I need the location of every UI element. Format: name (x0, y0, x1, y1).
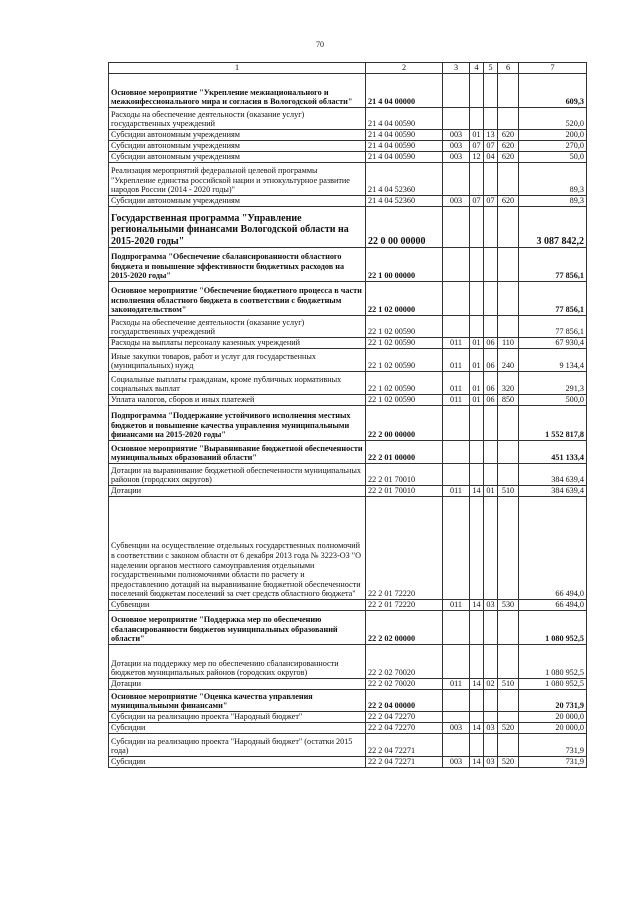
section-code (470, 282, 484, 316)
table-row (109, 441, 587, 464)
item-name: Субсидии автономным учреждениям (109, 130, 366, 141)
section-code: 01 (470, 338, 484, 349)
item-name: Иные закупки товаров, работ и услуг для государственных (муниципальных) нужд (109, 349, 366, 372)
subsection-code (484, 108, 498, 130)
table-row (109, 600, 587, 611)
subsection-code (484, 316, 498, 338)
item-name: Субсидии автономным учреждениям (109, 141, 366, 152)
ministry-code (443, 163, 470, 196)
subsection-code: 07 (484, 196, 498, 207)
header-col-3: 3 (443, 63, 470, 74)
subsection-code (484, 690, 498, 712)
item-name: Основное мероприятие "Обеспечение бюджетного процесса в части исполнения областного бюджета в соответствии с бюджетным законодательством" (109, 282, 366, 316)
expense-type-code: 620 (498, 130, 519, 141)
amount: 384 639,4 (519, 486, 587, 497)
subsection-code (484, 734, 498, 757)
item-name: Субвенции на осуществление отдельных государственных полномочий в соответствии с законом области от 6 декабря 2013 года № 3223-ОЗ "О наделении органов местного самоуправления отдельными государственными полномочиями области по расчету и предоставлению дотаций на выравнивание бюджетной обеспеченности поселений бюджетам поселений за счет средств областного бюджета" (109, 497, 366, 600)
section-code (470, 645, 484, 679)
subsection-code: 03 (484, 600, 498, 611)
amount: 520,0 (519, 108, 587, 130)
ministry-code: 011 (443, 679, 470, 690)
ministry-code (443, 464, 470, 486)
table-row (109, 712, 587, 723)
target-code: 21 4 04 00590 (366, 152, 443, 163)
section-code: 14 (470, 679, 484, 690)
section-code: 01 (470, 395, 484, 406)
amount: 50,0 (519, 152, 587, 163)
amount: 67 930,4 (519, 338, 587, 349)
subsection-code: 03 (484, 757, 498, 768)
table-row (109, 723, 587, 734)
item-name: Основное мероприятие "Поддержка мер по обеспечению сбалансированности бюджетов муниципальных образований области" (109, 611, 366, 645)
item-name: Субсидии на реализацию проекта "Народный бюджет" (109, 712, 366, 723)
subsection-code (484, 497, 498, 600)
subsection-code: 02 (484, 679, 498, 690)
item-name: Дотации на поддержку мер по обеспечению сбалансированности бюджетов муниципальных районов (городских округов) (109, 645, 366, 679)
item-name: Основное мероприятие "Оценка качества управления муниципальными финансами" (109, 690, 366, 712)
subsection-code (484, 248, 498, 282)
amount: 66 494,0 (519, 600, 587, 611)
item-name: Уплата налогов, сборов и иных платежей (109, 395, 366, 406)
ministry-code (443, 406, 470, 441)
section-code: 14 (470, 486, 484, 497)
header-col-5: 5 (484, 63, 498, 74)
item-name: Дотации на выравнивание бюджетной обеспеченности муниципальных районов (городских округов) (109, 464, 366, 486)
expense-type-code: 530 (498, 600, 519, 611)
table-row (109, 757, 587, 768)
subsection-code (484, 441, 498, 464)
subsection-code: 06 (484, 372, 498, 395)
expense-type-code (498, 207, 519, 248)
expense-type-code: 520 (498, 757, 519, 768)
target-code: 22 1 02 00000 (366, 282, 443, 316)
table-row (109, 338, 587, 349)
page-number: 70 (316, 40, 324, 49)
amount: 1 552 817,8 (519, 406, 587, 441)
table-row (109, 690, 587, 712)
amount: 20 731,9 (519, 690, 587, 712)
table-row (109, 645, 587, 679)
section-code (470, 611, 484, 645)
expense-type-code: 620 (498, 196, 519, 207)
section-code (470, 74, 484, 108)
ministry-code (443, 497, 470, 600)
item-name: Основное мероприятие "Выравнивание бюджетной обеспеченности муниципальных образований области" (109, 441, 366, 464)
ministry-code: 011 (443, 338, 470, 349)
ministry-code: 011 (443, 600, 470, 611)
expense-type-code: 510 (498, 486, 519, 497)
target-code: 22 2 04 72271 (366, 757, 443, 768)
table-row (109, 679, 587, 690)
target-code: 22 1 02 00590 (366, 316, 443, 338)
table-row (109, 248, 587, 282)
amount: 731,9 (519, 734, 587, 757)
amount: 20 000,0 (519, 723, 587, 734)
item-name: Расходы на выплаты персоналу казенных учреждений (109, 338, 366, 349)
section-code: 14 (470, 757, 484, 768)
target-code: 22 1 02 00590 (366, 338, 443, 349)
subsection-code: 04 (484, 152, 498, 163)
target-code: 22 2 01 72220 (366, 497, 443, 600)
table-row (109, 108, 587, 130)
table-row (109, 406, 587, 441)
ministry-code: 011 (443, 395, 470, 406)
section-code (470, 248, 484, 282)
expense-type-code (498, 645, 519, 679)
table-row (109, 316, 587, 338)
subsection-code (484, 406, 498, 441)
table-row (109, 196, 587, 207)
amount: 77 856,1 (519, 282, 587, 316)
expense-type-code (498, 611, 519, 645)
subsection-code (484, 74, 498, 108)
header-col-6: 6 (498, 63, 519, 74)
table-row (109, 734, 587, 757)
item-name: Дотации (109, 679, 366, 690)
amount: 270,0 (519, 141, 587, 152)
expense-type-code (498, 282, 519, 316)
table-row (109, 349, 587, 372)
ministry-code: 003 (443, 757, 470, 768)
section-code: 07 (470, 196, 484, 207)
expense-type-code: 240 (498, 349, 519, 372)
header-col-2: 2 (366, 63, 443, 74)
target-code: 22 2 01 70010 (366, 464, 443, 486)
item-name: Субвенции (109, 600, 366, 611)
expense-type-code (498, 248, 519, 282)
section-code: 01 (470, 349, 484, 372)
ministry-code (443, 282, 470, 316)
table-row (109, 152, 587, 163)
subsection-code (484, 611, 498, 645)
amount: 609,3 (519, 74, 587, 108)
expense-type-code (498, 734, 519, 757)
expense-type-code (498, 690, 519, 712)
item-name: Основное мероприятие "Укрепление межнационального и межконфессионального мира и согласия в Вологодской области" (109, 74, 366, 108)
expense-type-code (498, 316, 519, 338)
table-header-row (109, 63, 587, 74)
section-code: 01 (470, 130, 484, 141)
item-name: Расходы на обеспечение деятельности (оказание услуг) государственных учреждений (109, 316, 366, 338)
amount: 1 080 952,5 (519, 645, 587, 679)
expense-type-code: 320 (498, 372, 519, 395)
target-code: 22 2 04 72270 (366, 712, 443, 723)
table-row (109, 130, 587, 141)
item-name: Подпрограмма "Обеспечение сбалансированности областного бюджета и повышение эффективности бюджетных расходов на 2015-2020 годы" (109, 248, 366, 282)
target-code: 21 4 04 00000 (366, 74, 443, 108)
target-code: 22 2 01 72220 (366, 600, 443, 611)
section-code: 12 (470, 152, 484, 163)
ministry-code: 003 (443, 152, 470, 163)
expense-type-code (498, 406, 519, 441)
ministry-code (443, 690, 470, 712)
table-row (109, 395, 587, 406)
amount: 1 080 952,5 (519, 679, 587, 690)
amount: 3 087 842,2 (519, 207, 587, 248)
target-code: 21 4 04 00590 (366, 130, 443, 141)
subsection-code: 13 (484, 130, 498, 141)
target-code: 22 2 02 00000 (366, 611, 443, 645)
subsection-code: 06 (484, 338, 498, 349)
ministry-code (443, 316, 470, 338)
expense-type-code (498, 497, 519, 600)
target-code: 22 2 02 70020 (366, 645, 443, 679)
section-code (470, 712, 484, 723)
ministry-code: 003 (443, 141, 470, 152)
ministry-code (443, 645, 470, 679)
subsection-code (484, 712, 498, 723)
section-code (470, 316, 484, 338)
ministry-code: 003 (443, 130, 470, 141)
expense-type-code: 510 (498, 679, 519, 690)
target-code: 22 1 02 00590 (366, 349, 443, 372)
item-name: Субсидии автономным учреждениям (109, 152, 366, 163)
target-code: 22 2 04 00000 (366, 690, 443, 712)
target-code: 22 0 00 00000 (366, 207, 443, 248)
section-code (470, 207, 484, 248)
item-name: Социальные выплаты гражданам, кроме публичных нормативных социальных выплат (109, 372, 366, 395)
expense-type-code: 850 (498, 395, 519, 406)
subsection-code (484, 464, 498, 486)
item-name: Подпрограмма "Поддержание устойчивого исполнения местных бюджетов и повышение качества управления муниципальными финансами на 2015-2020 годы" (109, 406, 366, 441)
ministry-code (443, 108, 470, 130)
section-code (470, 406, 484, 441)
section-code (470, 690, 484, 712)
amount: 77 856,1 (519, 316, 587, 338)
section-code: 14 (470, 600, 484, 611)
target-code: 22 2 01 70010 (366, 486, 443, 497)
amount: 89,3 (519, 163, 587, 196)
table-row (109, 611, 587, 645)
ministry-code: 011 (443, 486, 470, 497)
table-row (109, 464, 587, 486)
target-code: 22 2 02 70020 (366, 679, 443, 690)
target-code: 21 4 04 00590 (366, 108, 443, 130)
table-row (109, 163, 587, 196)
section-code (470, 441, 484, 464)
amount: 20 000,0 (519, 712, 587, 723)
expense-type-code (498, 464, 519, 486)
target-code: 21 4 04 00590 (366, 141, 443, 152)
header-col-1: 1 (109, 63, 366, 74)
section-code: 01 (470, 372, 484, 395)
expense-type-code (498, 163, 519, 196)
amount: 1 080 952,5 (519, 611, 587, 645)
subsection-code: 06 (484, 349, 498, 372)
item-name: Субсидии (109, 757, 366, 768)
ministry-code (443, 441, 470, 464)
header-col-7: 7 (519, 63, 587, 74)
section-code: 07 (470, 141, 484, 152)
header-col-4: 4 (470, 63, 484, 74)
section-code (470, 108, 484, 130)
subsection-code (484, 282, 498, 316)
amount: 77 856,1 (519, 248, 587, 282)
expense-type-code: 620 (498, 141, 519, 152)
subsection-code (484, 163, 498, 196)
subsection-code: 01 (484, 486, 498, 497)
section-code (470, 497, 484, 600)
subsection-code (484, 645, 498, 679)
ministry-code: 003 (443, 196, 470, 207)
item-name: Государственная программа "Управление региональными финансами Вологодской области на 2015-2020 годы" (109, 207, 366, 248)
expense-type-code: 110 (498, 338, 519, 349)
ministry-code (443, 207, 470, 248)
expense-type-code (498, 108, 519, 130)
amount: 500,0 (519, 395, 587, 406)
table-row (109, 497, 587, 600)
amount: 66 494,0 (519, 497, 587, 600)
item-name: Субсидии (109, 723, 366, 734)
section-code (470, 464, 484, 486)
table-row (109, 282, 587, 316)
expense-type-code (498, 441, 519, 464)
target-code: 22 2 04 72270 (366, 723, 443, 734)
amount: 200,0 (519, 130, 587, 141)
section-code (470, 734, 484, 757)
expense-type-code (498, 74, 519, 108)
target-code: 22 1 00 00000 (366, 248, 443, 282)
amount: 451 133,4 (519, 441, 587, 464)
target-code: 21 4 04 52360 (366, 163, 443, 196)
target-code: 21 4 04 52360 (366, 196, 443, 207)
expense-type-code: 620 (498, 152, 519, 163)
ministry-code: 011 (443, 349, 470, 372)
subsection-code: 06 (484, 395, 498, 406)
section-code (470, 163, 484, 196)
item-name: Расходы на обеспечение деятельности (оказание услуг) государственных учреждений (109, 108, 366, 130)
ministry-code: 011 (443, 372, 470, 395)
target-code: 22 2 00 00000 (366, 406, 443, 441)
item-name: Реализация мероприятий федеральной целевой программы "Укрепление единства российской нации и этнокультурное развитие народов России (2014 - 2020 годы)" (109, 163, 366, 196)
expense-type-code (498, 712, 519, 723)
ministry-code (443, 74, 470, 108)
table-row (109, 74, 587, 108)
table-row (109, 141, 587, 152)
ministry-code (443, 734, 470, 757)
item-name: Субсидии автономным учреждениям (109, 196, 366, 207)
subsection-code (484, 207, 498, 248)
table-row (109, 486, 587, 497)
item-name: Субсидии на реализацию проекта "Народный бюджет" (остатки 2015 года) (109, 734, 366, 757)
target-code: 22 1 02 00590 (366, 372, 443, 395)
ministry-code: 003 (443, 723, 470, 734)
target-code: 22 2 04 72271 (366, 734, 443, 757)
amount: 384 639,4 (519, 464, 587, 486)
item-name: Дотации (109, 486, 366, 497)
table-row (109, 207, 587, 248)
amount: 89,3 (519, 196, 587, 207)
subsection-code: 03 (484, 723, 498, 734)
ministry-code (443, 248, 470, 282)
target-code: 22 2 01 00000 (366, 441, 443, 464)
ministry-code (443, 611, 470, 645)
amount: 291,3 (519, 372, 587, 395)
target-code: 22 1 02 00590 (366, 395, 443, 406)
amount: 9 134,4 (519, 349, 587, 372)
table-row (109, 372, 587, 395)
subsection-code: 07 (484, 141, 498, 152)
amount: 731,9 (519, 757, 587, 768)
ministry-code (443, 712, 470, 723)
section-code: 14 (470, 723, 484, 734)
budget-table (108, 62, 587, 768)
expense-type-code: 520 (498, 723, 519, 734)
